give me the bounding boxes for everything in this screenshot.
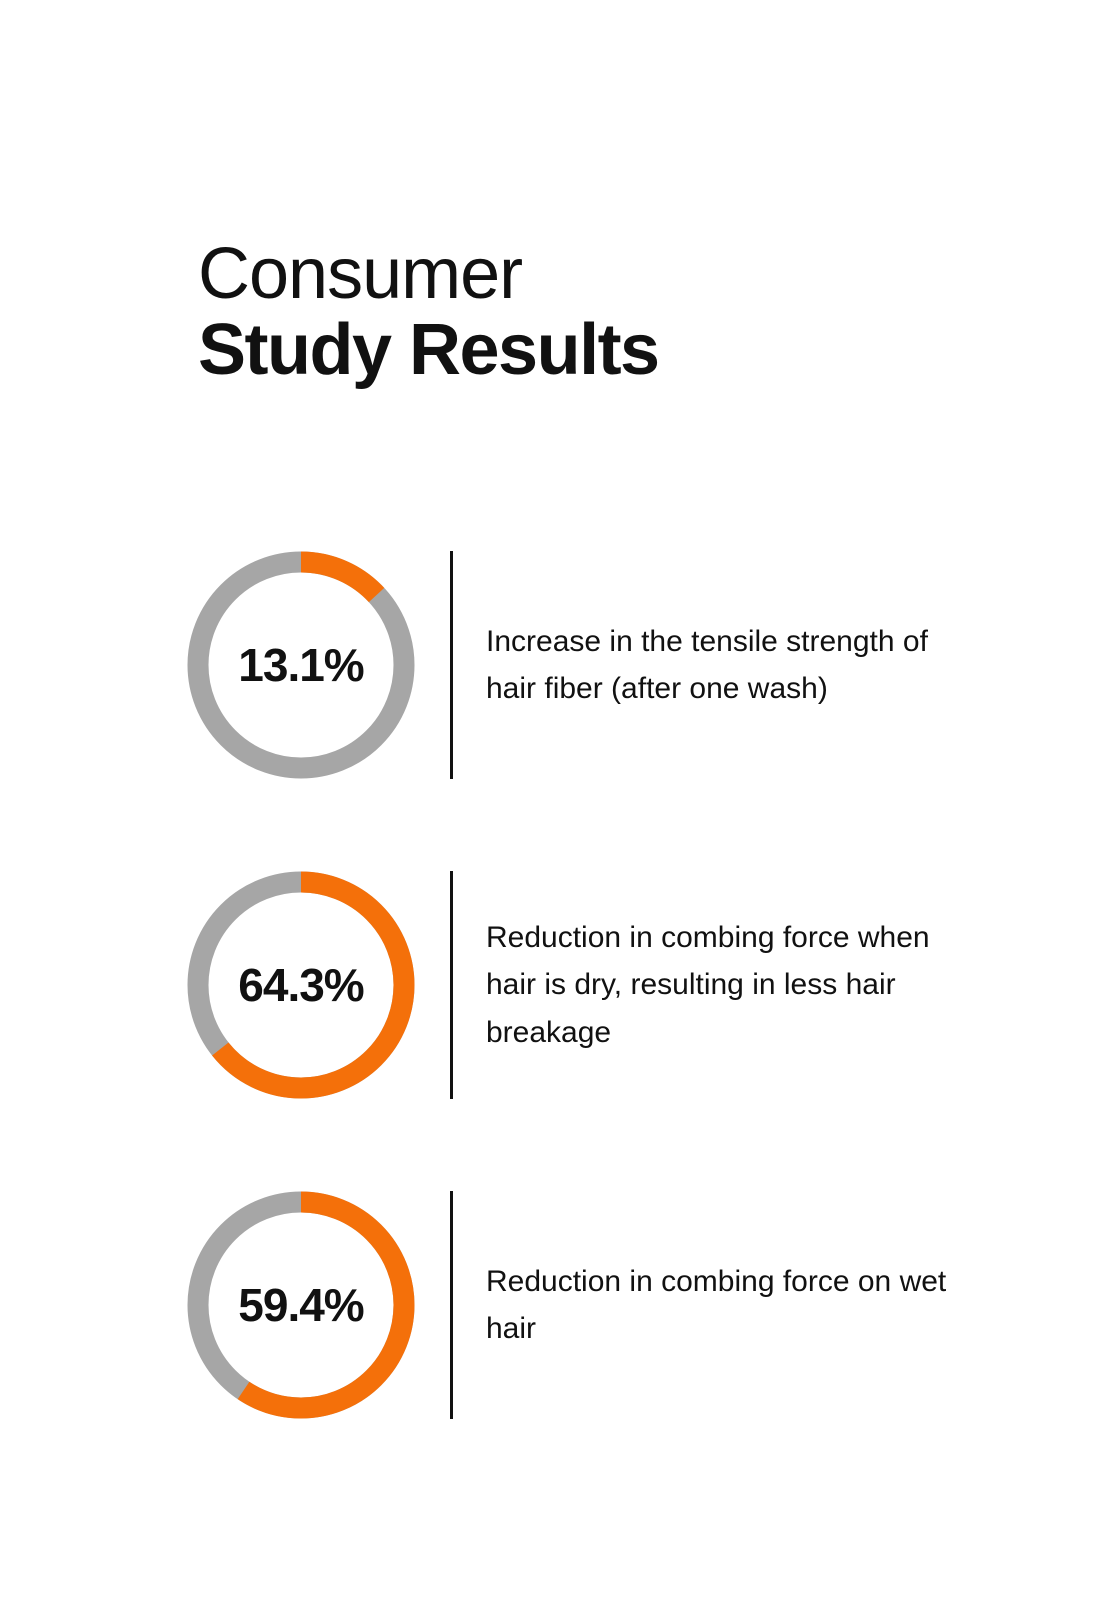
title-line-1: Consumer (198, 234, 523, 314)
row-divider (450, 871, 453, 1099)
stat-row (0, 825, 1100, 1145)
page-title (198, 234, 898, 391)
row-divider (450, 1191, 453, 1419)
row-divider (450, 551, 453, 779)
donut-value-label: 13.1% (238, 639, 364, 691)
stat-description: Reduction in combing force on wet hair (486, 1264, 947, 1345)
donut-value-label: 59.4% (238, 1279, 364, 1331)
donut-value-label: 64.3% (238, 959, 364, 1011)
donut-chart-2 (176, 860, 426, 1110)
title-line-2: Study Results (198, 310, 659, 390)
stat-list (0, 505, 1100, 1465)
stat-row (0, 1145, 1100, 1465)
donut-chart-3 (176, 1180, 426, 1430)
stat-description: Increase in the tensile strength of hair fiber (after one wash) (486, 624, 928, 705)
stat-row (0, 505, 1100, 825)
donut-chart-1 (176, 540, 426, 790)
stat-description: Reduction in combing force when hair is dry, resulting in less hair breakage (486, 920, 930, 1049)
